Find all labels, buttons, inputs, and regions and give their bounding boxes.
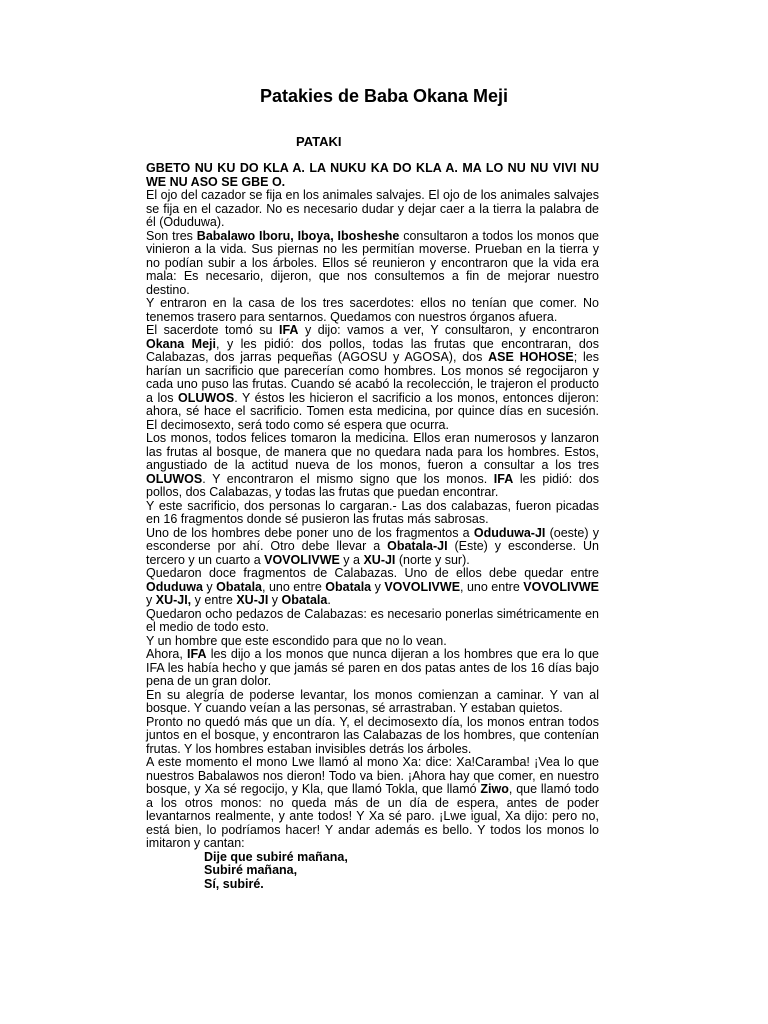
text-run: y entre (191, 593, 237, 607)
bold-term: GBETO NU KU DO KLA A. LA NUKU KA DO KLA A. MA LO NU NU VIVI NU WE NU ASO SE GBE O. (146, 161, 599, 189)
paragraph (146, 297, 599, 324)
text-run: . Y éstos les hicieron el sacrificio a los monos, entonces dijeron: ahora, sé hace el sacrificio. Tomen esta medicina, por quince días en sucesión. El decimosexto, será todo como sé espera que ocurra. (146, 390, 599, 432)
bold-term: Ziwo (480, 782, 509, 796)
text-run: , uno entre (262, 579, 326, 594)
text-run: El ojo del cazador se fija en los animales salvajes. El ojo de los animales salvajes se fija en el cazador. No es necesario dudar y dejar caer a la tierra la palabra de él (Oduduwa). (146, 188, 599, 229)
bold-term: Obatala (325, 579, 372, 594)
text-run: Quedaron ocho pedazos de Calabazas: es necesario ponerlas simétricamente en el medio de todo esto. (146, 606, 599, 634)
poem (204, 851, 599, 892)
bold-term: Obatala (216, 579, 263, 594)
text-run: ; les harían un sacrificio que parecerían como hombres. Los monos sé regocijaron y cada uno puso las frutas. Cuando sé acabó la recolección, le trajeron el producto a los (146, 350, 599, 405)
bold-term: OLUWOS (146, 471, 203, 486)
bold-term: Oduduwa (146, 579, 203, 594)
poem-line: Subiré mañana, (204, 863, 298, 877)
bold-term: Babalawo Iboru, Iboya, Ibosheshe (196, 228, 400, 243)
bold-term: VOVOLIVWE (264, 552, 340, 567)
paragraph (146, 608, 599, 635)
text-run: , y les pidió: dos pollos, todas las frutas que encontraran, dos Calabazas, dos jarras pequeñas (AGOSU y AGOSA), dos (146, 336, 600, 364)
paragraph (146, 689, 599, 716)
paragraph-list (146, 162, 599, 851)
bold-term: Oduduwa-JI (473, 525, 546, 540)
bold-term: IFA (187, 647, 207, 661)
text-run: les dijo a los monos que nunca dijeran a los hombres que era lo que IFA les había hecho y que jamás sé paren en dos patas antes de los 16 días bajo pena de un gran dolor. (146, 647, 599, 688)
text-run: y (146, 593, 156, 607)
bold-term: OLUWOS (177, 390, 235, 405)
paragraph (146, 756, 599, 851)
bold-term: XU-JI (363, 552, 396, 567)
text-run: les pidió: dos pollos, dos Calabazas, y todas las frutas que puedan encontrar. (146, 471, 599, 499)
text-run: . (327, 593, 331, 607)
paragraph (146, 432, 599, 500)
bold-term: IFA (279, 323, 299, 337)
text-run: Y este sacrificio, dos personas lo cargaran.- Las dos calabazas, fueron picadas en 16 fragmentos donde sé pusieron las frutas más sabrosas. (146, 498, 599, 526)
text-run: Son tres (146, 228, 197, 243)
text-run: (oeste) y esconderse por ahí. Otro debe llevar a (146, 525, 599, 553)
paragraph (146, 230, 599, 298)
bold-term: ASE HOHOSE (488, 350, 574, 364)
paragraph (146, 567, 599, 608)
text-run: Quedaron doce fragmentos de Calabazas. Uno de ellos debe quedar entre (146, 566, 599, 580)
heading-paragraph (146, 162, 599, 189)
text-run: consultaron a todos los monos que vinieron a la vida. Sus piernas no les permitían moverse. Prueban en la tierra y no podían subir a los árboles. Ellos sé reunieron y encontraron que la vida era mala: Es necesario, dijeron, que nos consultemos a fin de mejorar nuestro destino. (146, 228, 599, 297)
bold-term: XU-JI, (155, 593, 192, 607)
paragraph (146, 527, 599, 568)
text-run: y a (339, 552, 364, 567)
bold-term: Obatala-JI (387, 539, 448, 553)
poem-line: Dije que subiré mañana, (204, 849, 348, 864)
text-run: (Este) y esconderse. Un tercero y un cuarto a (146, 539, 599, 567)
bold-term: VOVOLIVWE (523, 579, 599, 594)
text-run: y (202, 579, 217, 594)
text-run: y (371, 579, 385, 594)
section-subtitle: PATAKI (296, 134, 342, 149)
bold-term: Okana Meji (146, 336, 216, 351)
text-run: A este momento el mono Lwe llamó al mono Xa: dice: Xa!Caramba! ¡Vea lo que nuestros Babalawos nos dieron! Todo va bien. ¡Ahora hay que comer, en nuestro bosque, y Xa sé regocijo, y Kla, que llamó Tokla, que llamó (146, 755, 599, 796)
text-run: y (268, 593, 282, 607)
bold-term: IFA (493, 471, 514, 486)
text-run: , que llamó todo a los otros monos: no queda más de un día de espera, antes de poder levantarnos realmente, y ante todos! Y Xa sé paro. ¡Lwe igual, Xa dijo: pero no, está bien, lo podríamos hacer! Y andar además es bello. Y todos los monos lo imitaron y cantan: (146, 782, 599, 850)
bold-term: VOVOLIVWE (384, 579, 461, 594)
text-run: Y un hombre que este escondido para que no lo vean. (146, 633, 447, 648)
document-body (146, 162, 599, 891)
paragraph (146, 324, 599, 432)
text-run: Ahora, (146, 647, 188, 661)
text-run: Uno de los hombres debe poner uno de los fragmentos a (146, 525, 474, 540)
bold-term: XU-JI (236, 593, 269, 607)
text-run: , uno entre (460, 579, 524, 594)
paragraph (146, 635, 599, 649)
text-run: (norte y sur). (395, 552, 470, 567)
text-run: Los monos, todos felices tomaron la medicina. Ellos eran numerosos y lanzaron las frutas al bosque, de manera que no quedara nada para los hombres. Estos, angustiado de la actitud nueva de los monos, fueron a consultar a los tres (146, 431, 599, 472)
text-run: y dijo: vamos a ver, Y consultaron, y encontraron (298, 323, 599, 337)
paragraph (146, 500, 599, 527)
text-run: En su alegría de poderse levantar, los monos comienzan a caminar. Y van al bosque. Y cuando veían a las personas, sé arrastraban. Y estaban quietos. (146, 687, 599, 715)
text-run: El sacerdote tomó su (146, 323, 279, 337)
text-run: Pronto no quedó más que un día. Y, el decimosexto día, los monos entran todos juntos en el bosque, y encontraron las Calabazas de los hombres, que contenían frutas. Y los hombres estaban invisibles detrás los árboles. (146, 714, 599, 756)
text-run: Y entraron en la casa de los tres sacerdotes: ellos no tenían que comer. No tenemos trasero para sentarnos. Quedamos con nuestros órganos afuera. (146, 296, 599, 324)
bold-term: Obatala (281, 593, 328, 607)
poem-line: Sí, subiré. (204, 876, 264, 891)
page-title: Patakies de Baba Okana Meji (259, 86, 509, 106)
paragraph (146, 648, 599, 689)
text-run: . Y encontraron el mismo signo que los monos. (202, 471, 494, 486)
paragraph (146, 189, 599, 230)
paragraph (146, 716, 599, 757)
